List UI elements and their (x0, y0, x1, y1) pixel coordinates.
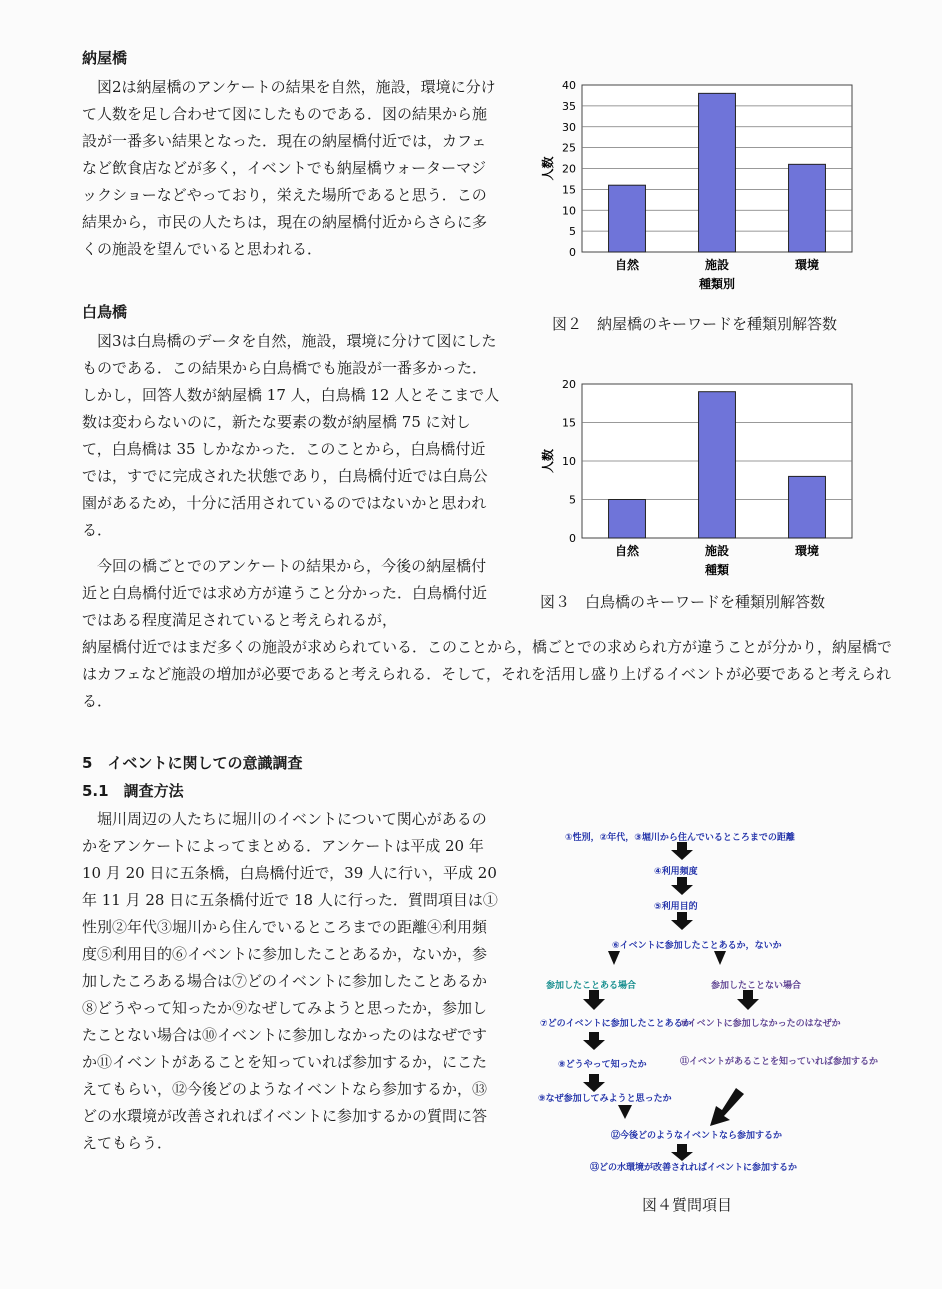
paragraph-method (82, 806, 500, 1157)
text-method: 堀川周辺の人たちに堀川のイベントについて関心があるのかをアンケートによってまとめる．アンケートは平成 20 年 10 月 20 日に五条橋，白鳥橋付近で，39 人に行い，平成 20 年 11 月 28 日に五条橋付近で 18 人に行った．質問項目は①性別②年代③堀川から住んでいるところまでの距離④利用頻度⑤利用目的⑥イベントに参加したことあるか，ないか，参加したころある場合は⑦どのイベントに参加したことあるか⑧どうやって知ったか⑨なぜしてみようと思ったか，参加したことない場合は⑩イベントに参加しなかったのはなぜですか⑪イベントがあることを知っていれば参加するか，にこたえてもらい，⑫今後どのようなイベントなら参加するか，⑬どの水環境が改善されればイベントに参加するかの質問に答えてもらう． (82, 810, 498, 1152)
x-axis-label: 種類 (704, 563, 730, 577)
bar (609, 185, 646, 252)
y-tick-label: 5 (569, 225, 576, 239)
flow-node-10: ⑪イベントがあることを知っていれば参加するか (680, 1057, 879, 1067)
y-tick-label: 10 (562, 455, 576, 468)
y-axis-label: 人数 (541, 156, 555, 181)
text-nayabashi: 図2は納屋橋のアンケートの結果を自然，施設，環境に分けて人数を足し合わせて図にしたものである．図の結果から施設が一番多い結果となった．現在の納屋橋付近では，カフェなど飲食店などが多く，イベントでも納屋橋ウォーターマジックショーなどやっており，栄えた場所であると思う．この結果から，市民の人たちは，現在の納屋橋付近からさらに多くの施設を望んでいると思われる． (82, 78, 496, 258)
chevron-down-icon (608, 951, 620, 965)
flow-node-12: ⑫今後どのようなイベントなら参加するか (611, 1131, 783, 1141)
x-axis-label: 種類別 (698, 277, 736, 291)
flow-node-2: ④利用頻度 (654, 867, 698, 877)
y-tick-label: 15 (562, 183, 576, 197)
bar (609, 500, 646, 539)
y-tick-label: 20 (562, 162, 576, 176)
text-summary-a: 今回の橋ごとでのアンケートの結果から，今後の納屋橋付近と白鳥橋付近では求め方が違うこと分かった．白鳥橋付近ではある程度満足されていると考えられるが， (82, 557, 488, 629)
y-tick-label: 25 (562, 141, 576, 155)
y-tick-label: 5 (569, 493, 576, 507)
text-summary-b: 納屋橋付近ではまだ多くの施設が求められている．このことから，橋ごとでの求められ方が違うことが分かり，納屋橋ではカフェなど施設の増加が必要であると考えられる．そして，それを活用し盛り上げるイベントが必要であると考えられる． (82, 638, 893, 710)
arrow-down-icon (671, 912, 693, 930)
heading-nayabashi: 納屋橋 (82, 49, 128, 67)
x-tick-label: 自然 (614, 544, 640, 558)
y-tick-label: 10 (562, 204, 576, 218)
figure-2-caption: 図２ 納屋橋のキーワードを種類別解答数 (552, 315, 838, 333)
x-tick-label: 環境 (794, 544, 820, 558)
flow-node-5: 参加したことある場合 (546, 981, 637, 991)
heading-section-5-1: 5.1 調査方法 (82, 782, 184, 800)
x-tick-label: 施設 (704, 544, 730, 558)
flow-node-1: ①性別，②年代，③堀川から住んでいるところまでの距離 (565, 833, 795, 843)
bar (789, 476, 826, 538)
paragraph-summary-a (82, 553, 500, 634)
y-tick-label: 0 (569, 532, 576, 545)
flow-node-4: ⑥イベントに参加したことあるか，ないか (612, 941, 782, 951)
chevron-down-icon (618, 1105, 632, 1119)
bar (789, 164, 826, 252)
paragraph-summary-b (82, 634, 892, 715)
flow-node-13: ⑬どの水環境が改善されればイベントに参加するか (590, 1163, 798, 1173)
figure-3-chart (540, 372, 870, 590)
heading-section-5: 5 イベントに関しての意識調査 (82, 754, 303, 772)
flow-node-3: ⑤利用目的 (654, 902, 698, 912)
bar (699, 392, 736, 538)
paragraph-nayabashi (82, 74, 500, 263)
arrow-down-icon (671, 877, 693, 895)
arrow-down-icon (583, 1032, 605, 1050)
flow-node-11: ⑨なぜ参加してみようと思ったか (538, 1094, 672, 1104)
y-tick-label: 40 (562, 79, 576, 92)
text-shirotoribashi: 図3は白鳥橋のデータを自然，施設，環境に分けて図にしたものである．この結果から白鳥橋でも施設が一番多かった．しかし，回答人数が納屋橋 17 人，白鳥橋 12 人とそこまで人数は変わらないのに，新たな要素の数が納屋橋 75 に対して，白鳥橋は 35 しかなかった．このことから，白鳥橋付近では，すでに完成された状態であり，白鳥橋付近では白鳥公園があるため，十分に活用されているのではないかと思われる． (82, 332, 500, 539)
paragraph-shirotoribashi (82, 328, 500, 544)
arrow-down-icon (583, 990, 605, 1010)
arrow-down-icon (583, 1074, 605, 1092)
y-tick-label: 0 (569, 246, 576, 259)
y-tick-label: 30 (562, 120, 576, 134)
y-tick-label: 20 (562, 378, 576, 391)
flow-node-8: ⑩イベントに参加しなかったのはなぜか (680, 1019, 841, 1029)
arrow-down-icon (671, 842, 693, 860)
figure-4-caption: 図４質問項目 (642, 1196, 733, 1214)
figure-3-caption: 図３ 白鳥橋のキーワードを種類別解答数 (540, 593, 826, 611)
flow-node-9: ⑧どうやって知ったか (558, 1060, 647, 1070)
heading-shirotoribashi: 白鳥橋 (82, 303, 128, 321)
arrow-down-icon (737, 990, 759, 1010)
y-tick-label: 35 (562, 99, 576, 113)
figure-2-chart (540, 72, 870, 312)
y-axis-label: 人数 (541, 448, 555, 474)
bar (699, 93, 736, 252)
x-tick-label: 環境 (794, 258, 820, 272)
chevron-down-icon (714, 951, 726, 965)
x-tick-label: 自然 (614, 258, 640, 272)
arrow-down-icon (671, 1144, 693, 1161)
arrow-diagonal-icon (710, 1088, 744, 1126)
x-tick-label: 施設 (704, 258, 730, 272)
flow-node-6: 参加したことない場合 (711, 981, 802, 991)
y-tick-label: 15 (562, 416, 576, 430)
flow-node-7: ⑦どのイベントに参加したことあるか (540, 1019, 692, 1029)
